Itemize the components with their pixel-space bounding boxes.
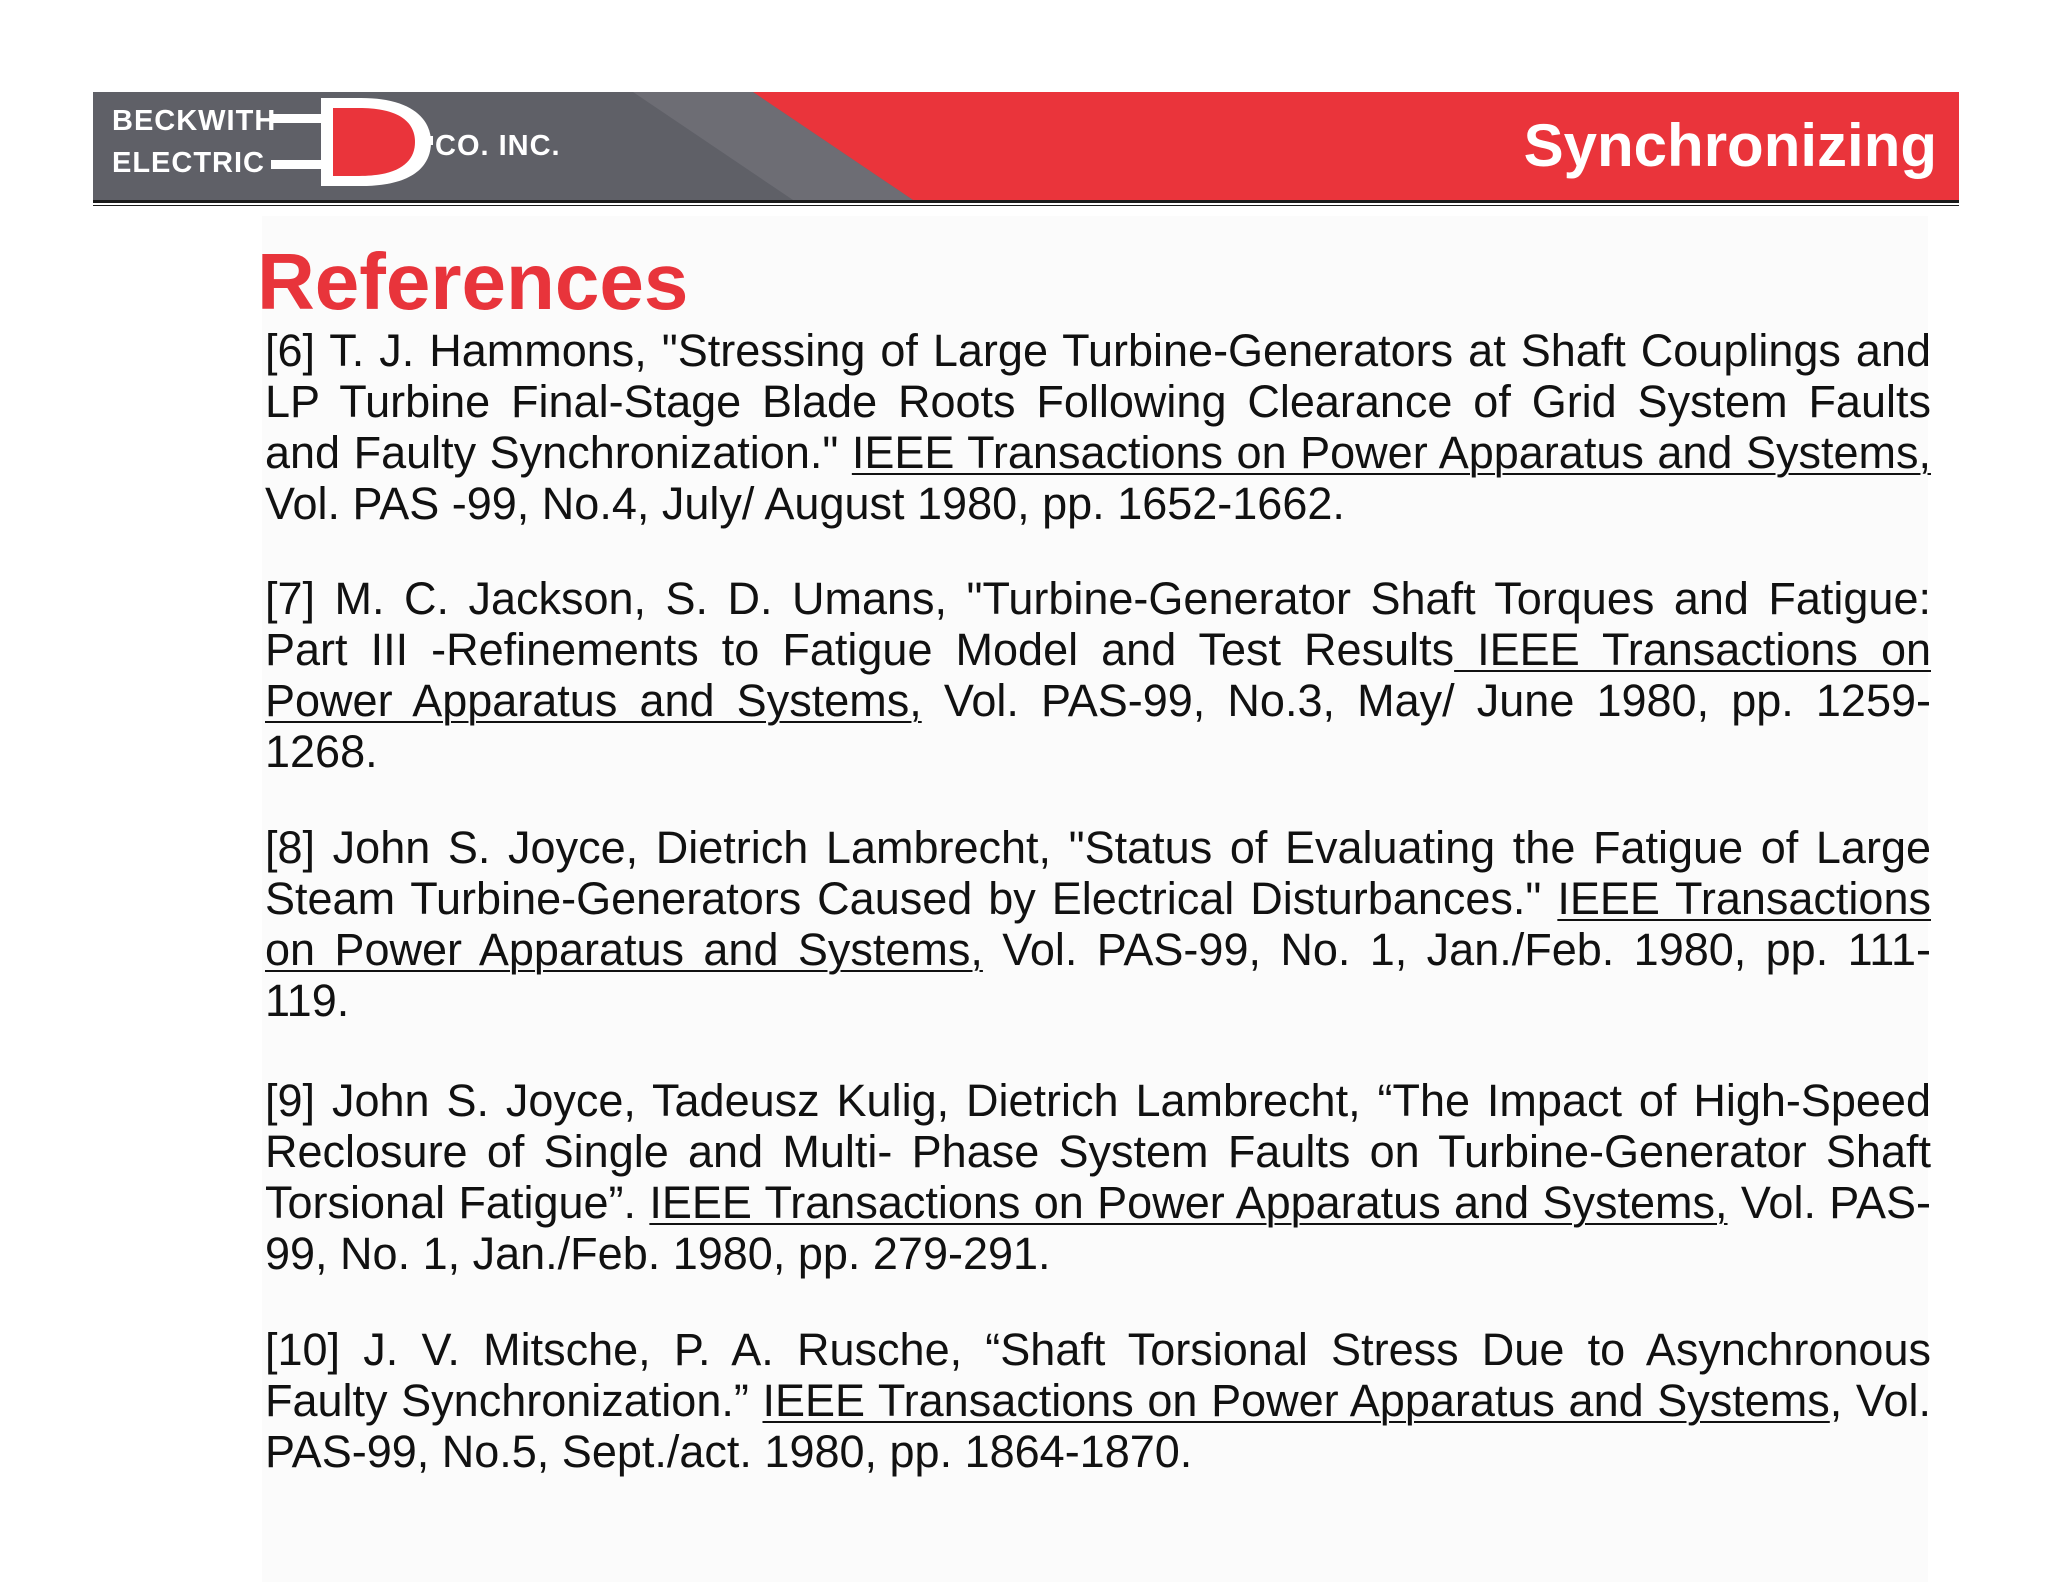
reference-item xyxy=(265,1075,1931,1279)
reference-text: [8] John S. Joyce, Dietrich Lambrecht, "Status of Evaluating the Fatigue of Large Steam Turbine-Generators Caused by Electrical Disturbances." xyxy=(265,822,1931,924)
section-title: Synchronizing xyxy=(1523,112,1937,179)
reference-item xyxy=(265,325,1931,529)
header-banner xyxy=(93,92,1959,200)
logo-line-2: ELECTRIC xyxy=(112,147,265,179)
reference-details: Vol. PAS- 99, No. 1, Jan./Feb. 1980, pp. 279-291. xyxy=(265,1177,1931,1279)
journal-title: IEEE Transactions on Power Apparatus and Systems, xyxy=(265,873,1931,975)
page-heading: References xyxy=(257,237,689,326)
logo-line-1: BECKWITH xyxy=(112,105,277,137)
logo-bar-bottom xyxy=(271,160,323,169)
header-rule-thick xyxy=(93,200,1959,203)
logo-d-icon xyxy=(333,108,415,176)
journal-title: IEEE Transactions on Power Apparatus and Systems, xyxy=(265,624,1931,726)
journal-title: IEEE Transactions on Power Apparatus and Systems, xyxy=(851,427,1931,478)
reference-text: [10] J. V. Mitsche, P. A. Rusche, “Shaft Torsional Stress Due to Asynchronous Faulty Synchronization.” xyxy=(265,1324,1931,1426)
reference-details: , Vol. PAS-99, No.5, Sept./act. 1980, pp. 1864-1870. xyxy=(265,1375,1931,1477)
reference-text: [9] John S. Joyce, Tadeusz Kulig, Dietrich Lambrecht, “The Impact of High-Speed Reclosure of Single and Multi- Phase System Faults on Turbine-Generator Shaft Torsional Fatigue”. xyxy=(265,1075,1931,1228)
reference-item xyxy=(265,822,1931,1026)
reference-item xyxy=(265,1324,1931,1477)
logo-bar-top xyxy=(271,114,323,123)
reference-item xyxy=(265,573,1931,777)
journal-title: IEEE Transactions on Power Apparatus and Systems, xyxy=(649,1177,1728,1228)
reference-text: [7] M. C. Jackson, S. D. Umans, "Turbine-Generator Shaft Torques and Fatigue: Part III -Refinements to Fatigue Model and Test Results xyxy=(265,573,1931,675)
reference-text: [6] T. J. Hammons, "Stressing of Large Turbine-Generators at Shaft Couplings and LP Turbine Final-Stage Blade Roots Following Clearance of Grid System Faults and Faulty Synchronization." xyxy=(265,325,1931,478)
header-rule-thin xyxy=(93,205,1959,206)
journal-title: IEEE Transactions on Power Apparatus and Systems xyxy=(762,1375,1830,1426)
logo-suffix: CO. INC. xyxy=(435,130,561,162)
reference-details: Vol. PAS -99, No.4, July/ August 1980, pp. 1652-1662. xyxy=(265,478,1345,529)
reference-details: Vol. PAS-99, No.3, May/ June 1980, pp. 1259-1268. xyxy=(265,675,1931,777)
reference-details: Vol. PAS-99, No. 1, Jan./Feb. 1980, pp. 111-119. xyxy=(265,924,1931,1026)
